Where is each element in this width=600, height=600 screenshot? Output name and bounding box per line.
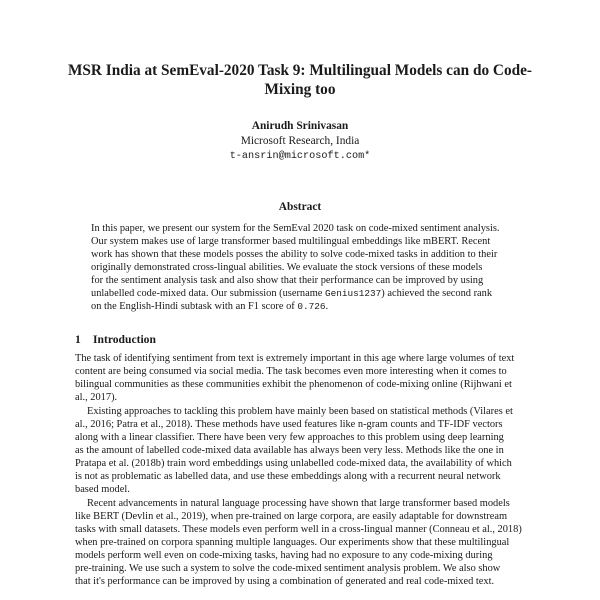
- body-line: The task of identifying sentiment from text is extremely important in this age where large volumes of text: [75, 353, 515, 364]
- abstract-text: on the English-Hindi subtask with an F1 score of: [91, 301, 298, 312]
- section-number: 1: [75, 333, 81, 346]
- paper-title: MSR India at SemEval-2020 Task 9: Multilingual Models can do Code-Mixing too: [67, 62, 533, 98]
- body-line: when pre-trained on corpora spanning multiple languages. Our experiments show that these multilingual: [75, 537, 510, 548]
- body-line: based model.: [75, 484, 130, 495]
- author-name: Anirudh Srinivasan: [251, 120, 349, 132]
- section-title: Introduction: [93, 333, 156, 346]
- abstract-heading: Abstract: [278, 201, 322, 213]
- body-line: tasks with small datasets. These models even perform well in a cross-lingual manner (Conneau et al., 2018): [75, 524, 522, 535]
- username-code: Genius1237: [325, 288, 382, 299]
- abstract-text: .: [325, 301, 329, 312]
- body-line: al., 2016; Patra et al., 2018). These methods have used features like n-gram counts and TF-IDF vectors: [75, 419, 503, 430]
- abstract-text: unlabelled code-mixed data. Our submission (username: [91, 288, 326, 299]
- body-line: bilingual communities as these communities exhibit the phenomenon of code-mixing online (Rijhwani et: [75, 379, 512, 390]
- body-line: that it's performance can be improved by using a combination of generated and real code-mixed text.: [75, 576, 495, 587]
- body-line: models perform well even on code-mixing tasks, having had no exposure to any code-mixing during: [75, 550, 493, 561]
- abstract-line: [91, 300, 328, 313]
- section-heading: [75, 333, 156, 346]
- abstract-text: ) achieved the second rank: [381, 288, 493, 299]
- abstract-line: Our system makes use of large transformer based multilingual embeddings like mBERT. Recent: [91, 236, 491, 247]
- abstract-line: for the sentiment analysis task and also show that their performance can be improved by using: [91, 275, 484, 286]
- abstract-line: originally demonstrated cross-lingual abilities. We evaluate the stock versions of these models: [91, 262, 483, 273]
- abstract-line: work has shown that these models posses the ability to solve code-mixed tasks in addition to their: [91, 249, 498, 260]
- body-line: Existing approaches to tackling this problem have mainly been based on statistical methods (Vilares et: [87, 406, 513, 417]
- body-line: al., 2017).: [75, 392, 118, 403]
- author-email: t-ansrin@microsoft.com*: [229, 151, 371, 162]
- body-line: Recent advancements in natural language processing have shown that large transformer based models: [87, 498, 510, 509]
- body-line: content are being consumed via social media. The task becomes even more interesting when it comes to: [75, 366, 507, 377]
- abstract-line: [91, 287, 492, 300]
- body-line: is not as problematic as labelled data, and use these embeddings along with a recurrent neural network: [75, 471, 501, 482]
- author-affiliation: Microsoft Research, India: [240, 135, 360, 147]
- f1-score-code: 0.726: [297, 301, 326, 312]
- body-line: like BERT (Devlin et al., 2019), when pre-trained on large corpora, are easily adaptable for downstream: [75, 511, 508, 522]
- body-line: as the amount of labelled code-mixed data available has always been very less. Methods like the one in: [75, 445, 504, 456]
- abstract-line: In this paper, we present our system for the SemEval 2020 task on code-mixed sentiment analysis.: [91, 223, 500, 234]
- body-line: pre-training. We use such a system to solve the code-mixed sentiment analysis problem. We also show: [75, 563, 501, 574]
- body-line: Pratapa et al. (2018b) train word embeddings using unlabelled code-mixed data, the availability of which: [75, 458, 512, 469]
- body-line: along with a linear classifier. There have been very few approaches to this problem using deep learning: [75, 432, 504, 443]
